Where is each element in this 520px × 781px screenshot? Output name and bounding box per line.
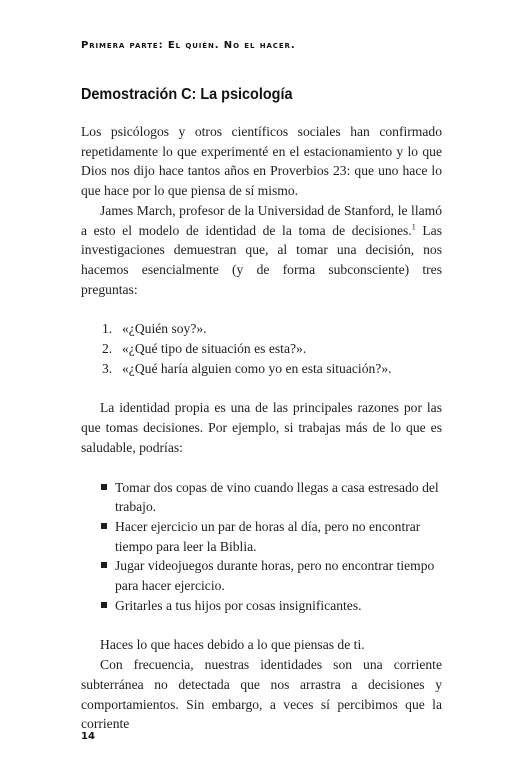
paragraph-text: James March, profesor de la Universidad de Stanford, le llamó a esto el modelo de identidad de la toma de decisiones. <box>81 202 442 238</box>
list-number: 1. <box>102 321 113 337</box>
list-item <box>101 596 442 616</box>
list-item-text: «¿Qué tipo de situación es esta?». <box>122 341 307 357</box>
list-item <box>101 556 442 595</box>
questions-list <box>81 319 442 378</box>
list-item <box>101 478 442 517</box>
paragraph-text: Las investigaciones demuestran que, al tomar una decisión, nos hacemos esencialmente (y de forma subconsciente) tres preguntas: <box>81 222 443 297</box>
list-item <box>101 517 442 556</box>
list-item <box>102 359 442 379</box>
paragraph: Los psicólogos y otros científicos sociales han confirmado repetidamente lo que experimenté en el estacionamiento y lo que Dios nos dijo hace tantos años en Proverbios 23: que uno hace lo que hace por lo que piensa de sí mismo. <box>81 124 442 199</box>
square-bullet-icon <box>101 523 107 529</box>
list-item-text: Tomar dos copas de vino cuando llegas a casa estresado del trabajo. <box>115 479 439 515</box>
square-bullet-icon <box>101 484 107 490</box>
bullet-list <box>81 478 442 616</box>
list-item-text: Hacer ejercicio un par de horas al día, pero no encontrar tiempo para leer la Biblia. <box>115 518 421 554</box>
list-item-text: Gritarles a tus hijos por cosas insignificantes. <box>115 597 362 613</box>
list-item-text: «¿Quién soy?». <box>122 321 207 337</box>
footnote-marker: 1 <box>411 221 416 231</box>
page-number: 14 <box>81 731 95 742</box>
list-number: 2. <box>102 341 113 357</box>
list-item <box>102 339 442 359</box>
body-text <box>81 122 442 734</box>
paragraph: Haces lo que haces debido a lo que piensas de ti. <box>100 637 365 653</box>
square-bullet-icon <box>101 562 107 568</box>
paragraph: Con frecuencia, nuestras identidades son una corriente subterránea no detectada que nos arrastra a decisiones y comportamientos. Sin embargo, a veces sí percibimos que la corriente <box>81 657 442 732</box>
list-item <box>102 319 442 339</box>
paragraph: La identidad propia es una de las principales razones por las que tomas decisiones. Por ejemplo, si trabajas más de lo que es saludable, podrías: <box>81 400 442 455</box>
list-item-text: Jugar videojuegos durante horas, pero no encontrar tiempo para hacer ejercicio. <box>115 558 435 594</box>
square-bullet-icon <box>101 602 107 608</box>
running-header: Primera parte: El quién. No el hacer. <box>81 40 296 51</box>
section-title: Demostración C: La psicología <box>81 86 293 103</box>
paragraph <box>81 201 442 300</box>
list-number: 3. <box>102 360 113 376</box>
list-item-text: «¿Qué haría alguien como yo en esta situación?». <box>122 360 392 376</box>
